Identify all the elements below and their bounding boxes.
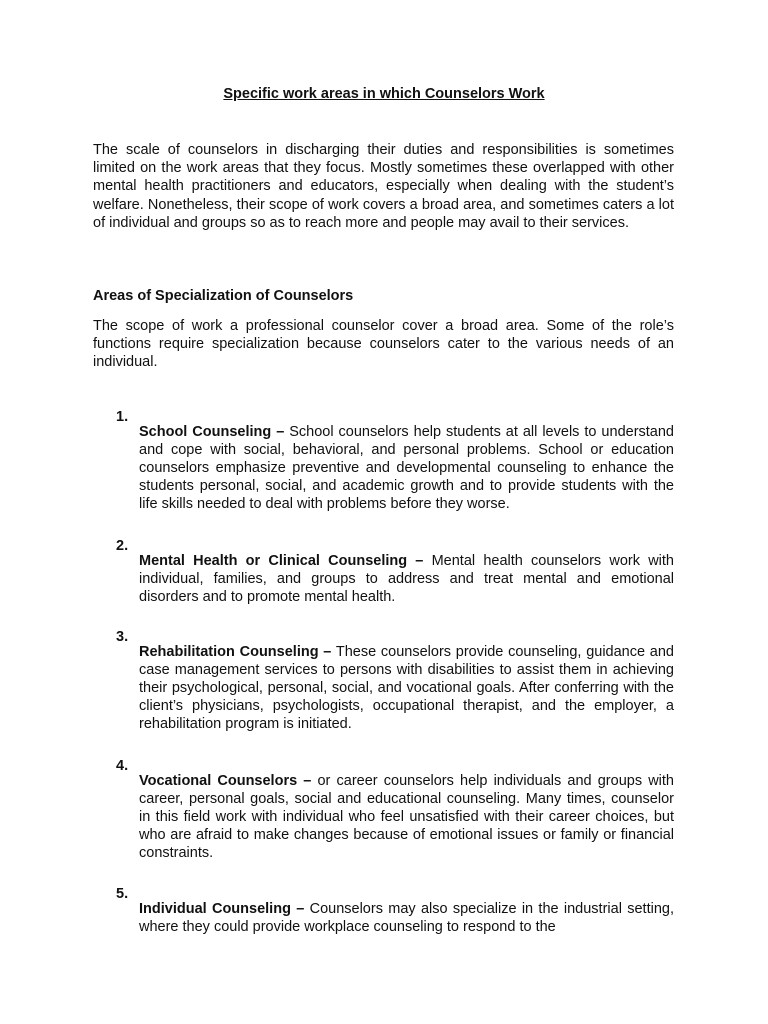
list-item-term: Rehabilitation Counseling – [139, 643, 332, 660]
list-item-number: 2. [116, 538, 129, 554]
list-item-body [139, 423, 674, 514]
list-item [93, 757, 674, 877]
document-title: Specific work areas in which Counselors Work [223, 86, 545, 102]
list-item [93, 537, 674, 621]
list-item-number: 4. [116, 758, 129, 774]
list-item [93, 628, 674, 748]
list-item-body [139, 552, 674, 607]
list-item-term: School Counseling – [139, 423, 285, 440]
intro-paragraph: The scale of counselors in discharging their duties and responsibilities is sometimes limited on the work areas that they focus. Mostly sometimes these overlapped with other mental health practitioners and educators, especially when dealing with the student’s welfare. Nonetheless, their scope of work covers a broad area, and sometimes caters a lot of individual and groups so as to reach more and people may avail to their services. [93, 142, 674, 231]
list-item-number: 1. [116, 409, 129, 425]
scope-paragraph: The scope of work a professional counselor cover a broad area. Some of the role’s functions require specialization because counselors cater to the various needs of an individual. [93, 318, 674, 371]
list-item [93, 408, 674, 528]
list-item-text: These counselors provide counseling, guidance and case management services to persons with disabilities to assist them in achieving their psychological, personal, social, and vocational goals. After conferring with the client’s physicians, psychologists, occupational therapist, and the employer, a rehabilitation program is initiated. [139, 643, 674, 733]
list-item-text: Mental health counselors work with individual, families, and groups to address and treat mental and emotional disorders and to promote mental health. [139, 552, 674, 605]
list-item-term: Individual Counseling – [139, 900, 305, 917]
list-item-number: 5. [116, 886, 129, 902]
section-heading: Areas of Specialization of Counselors [93, 288, 354, 304]
list-item-body [139, 900, 674, 936]
list-item-number: 3. [116, 629, 129, 645]
list-item-body [139, 643, 674, 734]
list-item-text: Counselors may also specialize in the industrial setting, where they could provide workplace counseling to respond to the [139, 900, 674, 935]
list-item-text: School counselors help students at all levels to understand and cope with social, behavioral, and personal problems. School or education counselors emphasize preventive and developmental counseling to enhance the students personal, social, and academic growth and to provide students with the life skills needed to deal with problems before they worse. [139, 423, 674, 513]
list-item-term: Vocational Counselors – [139, 772, 312, 789]
list-item [93, 885, 674, 950]
list-item-text: or career counselors help individuals and groups with career, personal goals, social and educational counseling. Many times, counselor in this field work with individual who feel unsatisfied with their career choices, but who are afraid to make changes because of emotional issues or family or financial constraints. [139, 772, 674, 862]
list-item-term: Mental Health or Clinical Counseling – [139, 552, 424, 569]
list-item-body [139, 772, 674, 863]
